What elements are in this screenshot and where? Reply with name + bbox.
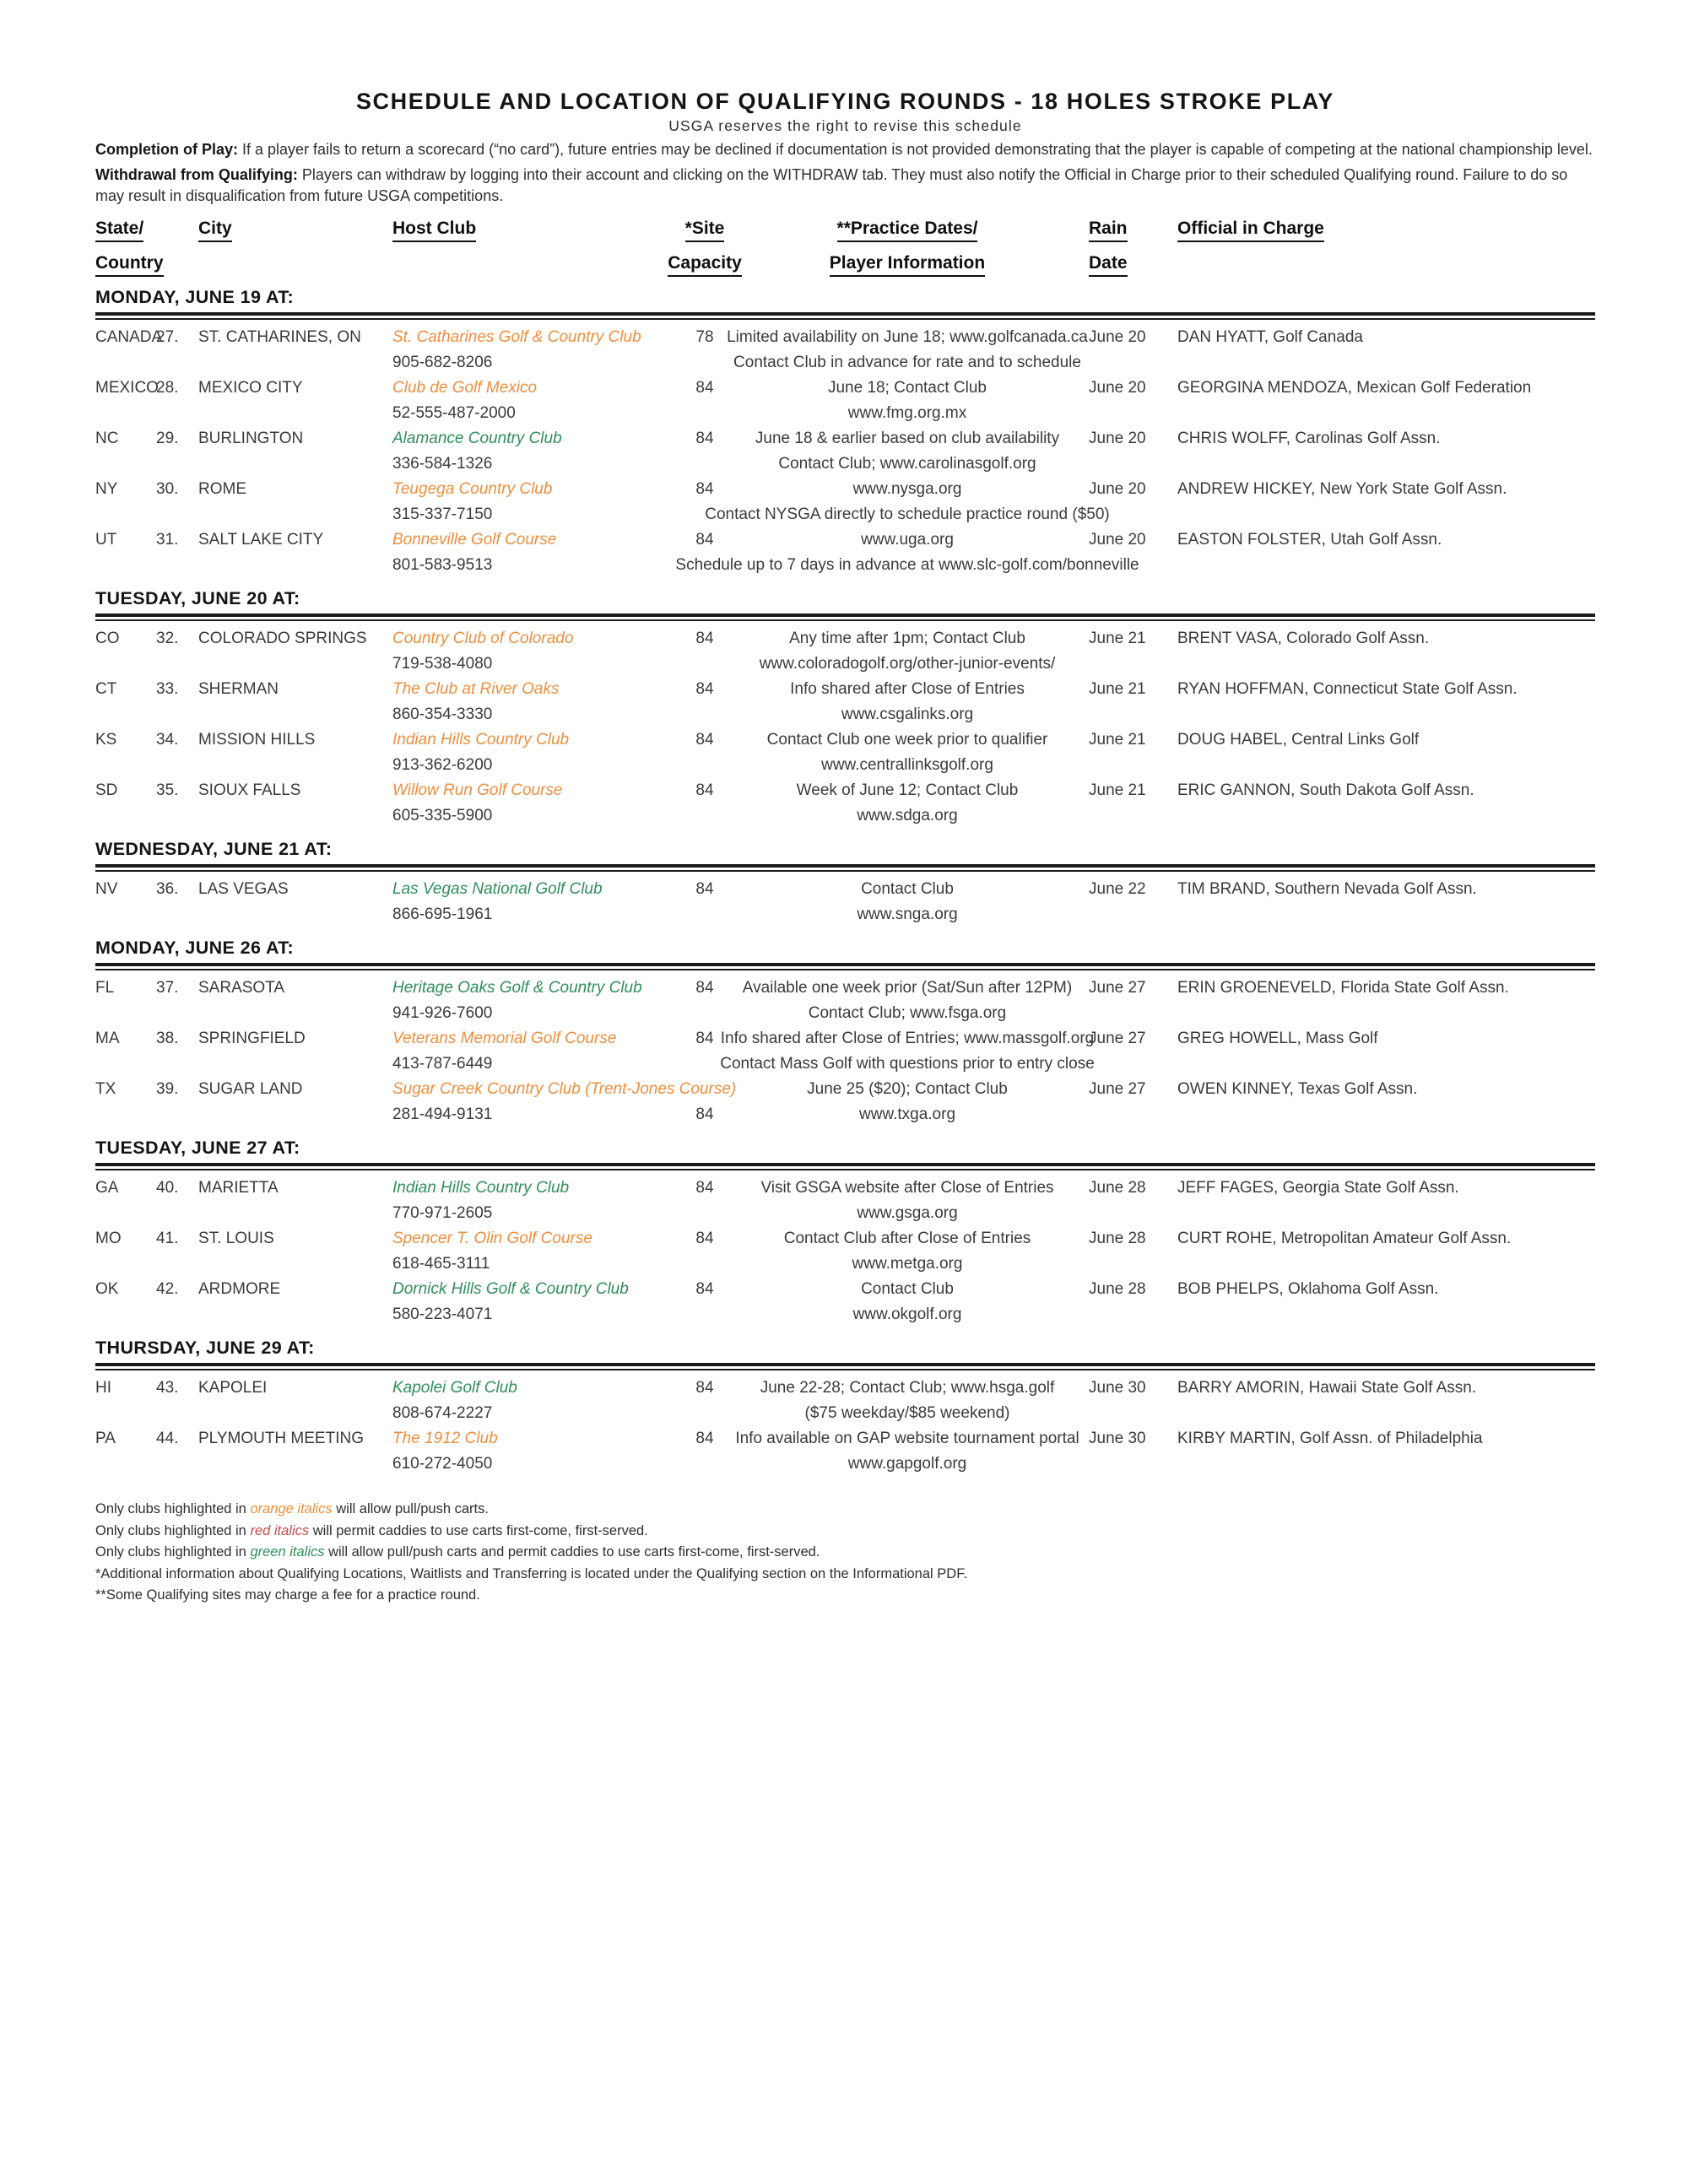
- practice-info-line2: [726, 1401, 1089, 1426]
- official-in-charge: ERIN GROENEVELD, Florida State Golf Assn.: [1177, 979, 1509, 997]
- practice-info-text: Contact Club: [861, 880, 954, 898]
- rain-date: June 28: [1089, 1230, 1146, 1247]
- row-number: 30.: [156, 480, 179, 498]
- site-capacity: 84: [695, 480, 714, 498]
- practice-info-line1: [726, 778, 1089, 803]
- section-rows: [95, 325, 1595, 578]
- row-number: 32.: [156, 630, 179, 647]
- page-title: SCHEDULE AND LOCATION OF QUALIFYING ROUNDS - 18 HOLES STROKE PLAY: [355, 89, 1335, 114]
- row-city: BURLINGTON: [198, 430, 304, 447]
- practice-info-text: Contact Club in advance for rate and to schedule: [733, 354, 1081, 371]
- row-number: 41.: [156, 1230, 179, 1247]
- schedule-row: [95, 1376, 1595, 1426]
- official-in-charge: DAN HYATT, Golf Canada: [1177, 328, 1363, 346]
- host-club-phone: 52-555-487-2000: [392, 404, 516, 422]
- section-date-heading: WEDNESDAY, JUNE 21 AT:: [95, 839, 333, 859]
- column-header-player-information: Player Information: [726, 253, 1089, 277]
- practice-info-text: Contact Club: [861, 1280, 954, 1298]
- schedule-row: [95, 1426, 1595, 1477]
- host-club-name: The Club at River Oaks: [392, 680, 560, 698]
- host-club-phone: 336-584-1326: [392, 455, 493, 473]
- footer-notes: [95, 1499, 1595, 1607]
- host-club-phone: 941-926-7600: [392, 1004, 493, 1022]
- row-state: KS: [95, 731, 117, 749]
- practice-info-line1: [726, 1226, 1089, 1251]
- practice-info-line2: [726, 350, 1089, 376]
- schedule-section: [95, 1337, 1595, 1477]
- practice-info-line1: [726, 1376, 1089, 1401]
- practice-info-text: Any time after 1pm; Contact Club: [789, 630, 1025, 647]
- schedule-sections: [95, 286, 1595, 1477]
- site-capacity: 84: [695, 1230, 714, 1247]
- rain-date: June 27: [1089, 1080, 1146, 1098]
- practice-info-text: Contact Mass Golf with questions prior to entry close: [720, 1055, 1095, 1073]
- row-state: CO: [95, 630, 120, 647]
- practice-info-text: www.nysga.org: [852, 480, 962, 498]
- host-club-phone: 866-695-1961: [392, 905, 493, 923]
- row-city: LAS VEGAS: [198, 880, 289, 898]
- rain-date: June 20: [1089, 379, 1146, 397]
- practice-info-text: Contact Club; www.carolinasgolf.org: [778, 455, 1036, 473]
- host-club-name: Country Club of Colorado: [392, 630, 574, 647]
- site-capacity: 84: [695, 979, 714, 997]
- practice-info-text: June 18; Contact Club: [827, 379, 987, 397]
- legend-red-term: red italics: [250, 1522, 310, 1538]
- withdrawal-label: Withdrawal from Qualifying:: [95, 166, 298, 183]
- column-header-city: City: [198, 219, 392, 242]
- host-club-name: Dornick Hills Golf & Country Club: [392, 1280, 629, 1298]
- row-city: SARASOTA: [198, 979, 285, 997]
- column-header-practice-dates: **Practice Dates/: [726, 219, 1089, 242]
- section-date-heading: TUESDAY, JUNE 27 AT:: [95, 1138, 300, 1158]
- column-header-official: Official in Charge: [1177, 219, 1595, 242]
- row-city: SALT LAKE CITY: [198, 531, 324, 549]
- host-club-phone: 605-335-5900: [392, 807, 493, 824]
- practice-info-text: www.centrallinksgolf.org: [821, 756, 993, 774]
- row-number: 29.: [156, 430, 179, 447]
- practice-info-text: Contact Club; www.fsga.org: [808, 1004, 1007, 1022]
- official-in-charge: RYAN HOFFMAN, Connecticut State Golf Assn.: [1177, 680, 1518, 698]
- host-club-name: Indian Hills Country Club: [392, 1179, 570, 1197]
- row-number: 33.: [156, 680, 179, 698]
- row-city: SPRINGFIELD: [198, 1030, 306, 1047]
- practice-info-line1: [726, 1277, 1089, 1302]
- schedule-row: [95, 1077, 1595, 1127]
- host-club-phone: 913-362-6200: [392, 756, 493, 774]
- site-capacity: 84: [695, 430, 714, 447]
- rain-date: June 21: [1089, 680, 1146, 698]
- row-number: 38.: [156, 1030, 179, 1047]
- completion-of-play-note: [95, 139, 1595, 160]
- official-in-charge: GREG HOWELL, Mass Golf: [1177, 1030, 1378, 1047]
- row-city: SHERMAN: [198, 680, 279, 698]
- row-state: PA: [95, 1430, 116, 1447]
- rain-date: June 28: [1089, 1179, 1146, 1197]
- schedule-row: [95, 1277, 1595, 1327]
- row-number: 39.: [156, 1080, 179, 1098]
- official-in-charge: BARRY AMORIN, Hawaii State Golf Assn.: [1177, 1379, 1477, 1397]
- footnote-practice-fee: **Some Qualifying sites may charge a fee for a practice round.: [95, 1587, 480, 1603]
- practice-info-line1: [726, 527, 1089, 553]
- practice-info-text: Info shared after Close of Entries; www.massgolf.org: [720, 1030, 1095, 1047]
- official-in-charge: ERIC GANNON, South Dakota Golf Assn.: [1177, 781, 1474, 799]
- row-state: NV: [95, 880, 118, 898]
- host-club-phone: 860-354-3330: [392, 705, 493, 723]
- official-in-charge: CURT ROHE, Metropolitan Amateur Golf Assn.: [1177, 1230, 1512, 1247]
- schedule-row: [95, 677, 1595, 727]
- row-state: CANADA: [95, 328, 163, 346]
- practice-info-line2: [726, 1102, 1089, 1127]
- practice-info-line1: [720, 1026, 1095, 1051]
- section-rows: [95, 976, 1595, 1127]
- legend-red: Only clubs highlighted in red italics will permit caddies to use carts first-come, first-served.: [95, 1522, 648, 1538]
- practice-info-line1: [726, 677, 1089, 702]
- row-number: 35.: [156, 781, 179, 799]
- schedule-row: [95, 376, 1595, 426]
- row-city: PLYMOUTH MEETING: [198, 1430, 364, 1447]
- schedule-row: [95, 778, 1595, 829]
- host-club-name: Teugega Country Club: [392, 480, 553, 498]
- row-state: FL: [95, 979, 115, 997]
- rain-date: June 28: [1089, 1280, 1146, 1298]
- section-rows: [95, 626, 1595, 829]
- section-rows: [95, 1176, 1595, 1327]
- schedule-row: [95, 426, 1595, 477]
- row-city: MEXICO CITY: [198, 379, 303, 397]
- practice-info-line1: [726, 976, 1089, 1001]
- practice-info-text: June 22-28; Contact Club; www.hsga.golf: [760, 1379, 1055, 1397]
- withdrawal-note: [95, 165, 1595, 207]
- practice-info-text: www.coloradogolf.org/other-junior-events/: [759, 655, 1056, 673]
- rain-date: June 30: [1089, 1379, 1146, 1397]
- section-rows: [95, 877, 1595, 927]
- host-club-phone: 905-682-8206: [392, 354, 493, 371]
- schedule-section: [95, 937, 1595, 1127]
- practice-info-text: June 18 & earlier based on club availability: [755, 430, 1060, 447]
- host-club-phone: 610-272-4050: [392, 1455, 493, 1473]
- site-capacity: 84: [695, 1179, 714, 1197]
- footnote-additional-info: *Additional information about Qualifying Locations, Waitlists and Transferring is located under the Qualifying section on the Informational PDF.: [95, 1565, 968, 1581]
- practice-info-line2: [675, 553, 1139, 578]
- schedule-row: [95, 527, 1595, 578]
- host-club-name: Kapolei Golf Club: [392, 1379, 517, 1397]
- practice-info-line2: [726, 803, 1089, 829]
- row-state: GA: [95, 1179, 119, 1197]
- practice-info-text: Contact NYSGA directly to schedule practice round ($50): [705, 505, 1110, 523]
- practice-info-text: ($75 weekday/$85 weekend): [804, 1404, 1010, 1422]
- practice-info-line1: [726, 727, 1089, 753]
- host-club-name: Heritage Oaks Golf & Country Club: [392, 979, 642, 997]
- withdrawal-text: Players can withdraw by logging into their account and clicking on the WITHDRAW tab. They must also notify the Official in Charge prior to their scheduled Qualifying round. Failure to do so may result in disqualification from future USGA competitions.: [95, 166, 1568, 204]
- practice-info-line2: [705, 502, 1110, 527]
- schedule-row: [95, 877, 1595, 927]
- host-club-name: Willow Run Golf Course: [392, 781, 563, 799]
- legend-green: Only clubs highlighted in green italics will allow pull/push carts and permit caddies to use carts first-come, first-served.: [95, 1544, 820, 1560]
- row-state: NY: [95, 480, 118, 498]
- practice-info-line2: [726, 902, 1089, 927]
- practice-info-text: June 25 ($20); Contact Club: [807, 1080, 1008, 1098]
- rain-date: June 20: [1089, 480, 1146, 498]
- host-club-name: Club de Golf Mexico: [392, 379, 538, 397]
- section-divider-rule: [95, 312, 1595, 320]
- official-in-charge: OWEN KINNEY, Texas Golf Assn.: [1177, 1080, 1418, 1098]
- practice-info-text: Contact Club one week prior to qualifier: [766, 731, 1048, 749]
- rain-date: June 22: [1089, 880, 1146, 898]
- completion-of-play-text: If a player fails to return a scorecard (“no card”), future entries may be declined if documentation is not provided demonstrating that the player is capable of competing at the national championship level.: [238, 141, 1593, 158]
- schedule-row: [95, 626, 1595, 677]
- section-divider-rule: [95, 963, 1595, 970]
- official-in-charge: ANDREW HICKEY, New York State Golf Assn.: [1177, 480, 1507, 498]
- schedule-row: [95, 1226, 1595, 1277]
- site-capacity: 84: [695, 731, 714, 749]
- column-header-capacity: Capacity: [684, 253, 726, 277]
- section-date-heading: MONDAY, JUNE 26 AT:: [95, 938, 294, 958]
- practice-info-line2: [726, 753, 1089, 778]
- practice-info-text: www.gsga.org: [857, 1204, 958, 1222]
- section-date-heading: THURSDAY, JUNE 29 AT:: [95, 1338, 315, 1358]
- official-in-charge: TIM BRAND, Southern Nevada Golf Assn.: [1177, 880, 1477, 898]
- host-club-phone: 808-674-2227: [392, 1404, 493, 1422]
- site-capacity: 84: [695, 1430, 714, 1447]
- rain-date: June 21: [1089, 731, 1146, 749]
- row-number: 27.: [156, 328, 179, 346]
- completion-of-play-label: Completion of Play:: [95, 141, 239, 158]
- host-club-phone: 770-971-2605: [392, 1204, 493, 1222]
- practice-info-text: Info available on GAP website tournament portal: [735, 1430, 1079, 1447]
- schedule-row: [95, 1026, 1595, 1077]
- row-number: 37.: [156, 979, 179, 997]
- section-date-heading: TUESDAY, JUNE 20 AT:: [95, 588, 300, 608]
- column-header-site: *Site: [684, 219, 726, 242]
- section-rows: [95, 1376, 1595, 1477]
- page-subtitle: USGA reserves the right to revise this schedule: [668, 117, 1022, 134]
- row-city: ST. CATHARINES, ON: [198, 328, 361, 346]
- site-capacity: 84: [695, 1379, 714, 1397]
- site-capacity: 84: [695, 781, 714, 799]
- row-state: NC: [95, 430, 119, 447]
- official-in-charge: KIRBY MARTIN, Golf Assn. of Philadelphia: [1177, 1430, 1483, 1447]
- practice-info-text: Info shared after Close of Entries: [790, 680, 1025, 698]
- schedule-row: [95, 727, 1595, 778]
- site-capacity: 84: [695, 379, 714, 397]
- schedule-section: [95, 1137, 1595, 1327]
- row-state: SD: [95, 781, 118, 799]
- practice-info-line2: [726, 1451, 1089, 1477]
- row-number: 43.: [156, 1379, 179, 1397]
- host-club-phone: 315-337-7150: [392, 505, 493, 523]
- practice-info-line1: [726, 626, 1089, 651]
- column-header-rain: Rain: [1089, 219, 1177, 242]
- row-number: 34.: [156, 731, 179, 749]
- host-club-name: Las Vegas National Golf Club: [392, 880, 603, 898]
- host-club-phone: 719-538-4080: [392, 655, 493, 673]
- practice-info-line1: [726, 477, 1089, 502]
- column-header-state: State/: [95, 219, 198, 242]
- practice-info-text: www.sdga.org: [857, 807, 958, 824]
- site-capacity: 84: [695, 680, 714, 698]
- practice-info-text: Visit GSGA website after Close of Entries: [760, 1179, 1054, 1197]
- legend-orange-term: orange italics: [250, 1501, 333, 1516]
- practice-info-text: www.uga.org: [861, 531, 954, 549]
- row-number: 31.: [156, 531, 179, 549]
- row-city: ROME: [198, 480, 246, 498]
- column-header-country: Country: [95, 253, 198, 277]
- row-state: OK: [95, 1280, 119, 1298]
- practice-info-line1: [726, 1077, 1089, 1102]
- rain-date: June 20: [1089, 531, 1146, 549]
- section-date-heading: MONDAY, JUNE 19 AT:: [95, 287, 294, 307]
- official-in-charge: JEFF FAGES, Georgia State Golf Assn.: [1177, 1179, 1459, 1197]
- practice-info-text: www.okgolf.org: [852, 1306, 962, 1323]
- site-capacity: 84: [695, 1106, 714, 1123]
- row-state: MEXICO: [95, 379, 159, 397]
- row-city: ST. LOUIS: [198, 1230, 274, 1247]
- host-club-name: The 1912 Club: [392, 1430, 498, 1447]
- rain-date: June 27: [1089, 1030, 1146, 1047]
- host-club-name: Indian Hills Country Club: [392, 731, 570, 749]
- row-state: UT: [95, 531, 117, 549]
- column-header-host-club: Host Club: [392, 219, 684, 242]
- row-number: 42.: [156, 1280, 179, 1298]
- schedule-row: [95, 477, 1595, 527]
- practice-info-line2: [726, 401, 1089, 426]
- row-city: MISSION HILLS: [198, 731, 316, 749]
- schedule-row: [95, 325, 1595, 376]
- row-city: KAPOLEI: [198, 1379, 268, 1397]
- host-club-phone: 580-223-4071: [392, 1306, 493, 1323]
- host-club-name: Alamance Country Club: [392, 430, 562, 447]
- host-club-phone: 618-465-3111: [392, 1255, 490, 1273]
- rain-date: June 20: [1089, 430, 1146, 447]
- practice-info-text: www.csgalinks.org: [841, 705, 974, 723]
- host-club-name: St. Catharines Golf & Country Club: [392, 328, 641, 346]
- practice-info-text: www.metga.org: [852, 1255, 963, 1273]
- row-number: 40.: [156, 1179, 179, 1197]
- host-club-name: Sugar Creek Country Club (Trent-Jones Course): [392, 1080, 737, 1098]
- practice-info-line1: [726, 426, 1089, 451]
- row-number: 36.: [156, 880, 179, 898]
- host-club-name: Bonneville Golf Course: [392, 531, 557, 549]
- row-state: MA: [95, 1030, 120, 1047]
- official-in-charge: BOB PHELPS, Oklahoma Golf Assn.: [1177, 1280, 1439, 1298]
- schedule-section: [95, 587, 1595, 829]
- row-city: SUGAR LAND: [198, 1080, 303, 1098]
- table-column-headers: [95, 219, 1595, 277]
- row-city: ARDMORE: [198, 1280, 281, 1298]
- site-capacity: 84: [695, 880, 714, 898]
- practice-info-text: Available one week prior (Sat/Sun after 12PM): [742, 979, 1073, 997]
- site-capacity: 78: [695, 328, 714, 346]
- row-city: COLORADO SPRINGS: [198, 630, 367, 647]
- site-capacity: 84: [695, 630, 714, 647]
- legend-green-term: green italics: [250, 1544, 325, 1560]
- practice-info-text: Contact Club after Close of Entries: [783, 1230, 1031, 1247]
- rain-date: June 20: [1089, 328, 1146, 346]
- official-in-charge: GEORGINA MENDOZA, Mexican Golf Federation: [1177, 379, 1532, 397]
- section-divider-rule: [95, 1163, 1595, 1170]
- host-club-name: Spencer T. Olin Golf Course: [392, 1230, 592, 1247]
- rain-date: June 21: [1089, 630, 1146, 647]
- column-header-date: Date: [1089, 253, 1177, 277]
- practice-info-text: www.gapgolf.org: [847, 1455, 967, 1473]
- schedule-row: [95, 976, 1595, 1026]
- official-in-charge: BRENT VASA, Colorado Golf Assn.: [1177, 630, 1430, 647]
- rain-date: June 21: [1089, 781, 1146, 799]
- site-capacity: 84: [695, 1030, 714, 1047]
- practice-info-line1: [726, 376, 1089, 401]
- host-club-phone: 281-494-9131: [392, 1106, 493, 1123]
- row-number: 28.: [156, 379, 179, 397]
- row-state: MO: [95, 1230, 122, 1247]
- rain-date: June 30: [1089, 1430, 1146, 1447]
- host-club-phone: 413-787-6449: [392, 1055, 493, 1073]
- practice-info-line1: [726, 1176, 1089, 1201]
- practice-info-line2: [726, 651, 1089, 677]
- row-city: MARIETTA: [198, 1179, 279, 1197]
- row-state: HI: [95, 1379, 111, 1397]
- practice-info-text: Schedule up to 7 days in advance at www.slc-golf.com/bonneville: [675, 556, 1139, 574]
- row-number: 44.: [156, 1430, 179, 1447]
- practice-info-line1: [726, 325, 1089, 350]
- practice-info-line1: [726, 1426, 1089, 1451]
- practice-info-text: Limited availability on June 18; www.golfcanada.ca: [727, 328, 1088, 346]
- official-in-charge: DOUG HABEL, Central Links Golf: [1177, 731, 1420, 749]
- practice-info-line1: [726, 877, 1089, 902]
- practice-info-line2: [726, 702, 1089, 727]
- legend-orange: Only clubs highlighted in orange italics will allow pull/push carts.: [95, 1501, 489, 1516]
- practice-info-line2: [726, 1251, 1089, 1277]
- site-capacity: 84: [695, 1280, 714, 1298]
- practice-info-text: Week of June 12; Contact Club: [796, 781, 1019, 799]
- schedule-section: [95, 286, 1595, 578]
- schedule-row: [95, 1176, 1595, 1226]
- official-in-charge: EASTON FOLSTER, Utah Golf Assn.: [1177, 531, 1442, 549]
- section-divider-rule: [95, 864, 1595, 872]
- official-in-charge: CHRIS WOLFF, Carolinas Golf Assn.: [1177, 430, 1441, 447]
- practice-info-line2: [726, 1001, 1089, 1026]
- practice-info-line2: [720, 1051, 1095, 1077]
- schedule-section: [95, 838, 1595, 927]
- row-city: SIOUX FALLS: [198, 781, 301, 799]
- practice-info-text: www.fmg.org.mx: [847, 404, 967, 422]
- practice-info-text: www.txga.org: [858, 1106, 956, 1123]
- section-divider-rule: [95, 1363, 1595, 1370]
- rain-date: June 27: [1089, 979, 1146, 997]
- practice-info-line2: [726, 1201, 1089, 1226]
- host-club-phone: 801-583-9513: [392, 556, 493, 574]
- practice-info-text: www.snga.org: [857, 905, 958, 923]
- host-club-name: Veterans Memorial Golf Course: [392, 1030, 617, 1047]
- site-capacity: 84: [695, 531, 714, 549]
- row-state: TX: [95, 1080, 116, 1098]
- practice-info-line2: [726, 451, 1089, 477]
- row-state: CT: [95, 680, 117, 698]
- section-divider-rule: [95, 614, 1595, 621]
- practice-info-line2: [726, 1302, 1089, 1327]
